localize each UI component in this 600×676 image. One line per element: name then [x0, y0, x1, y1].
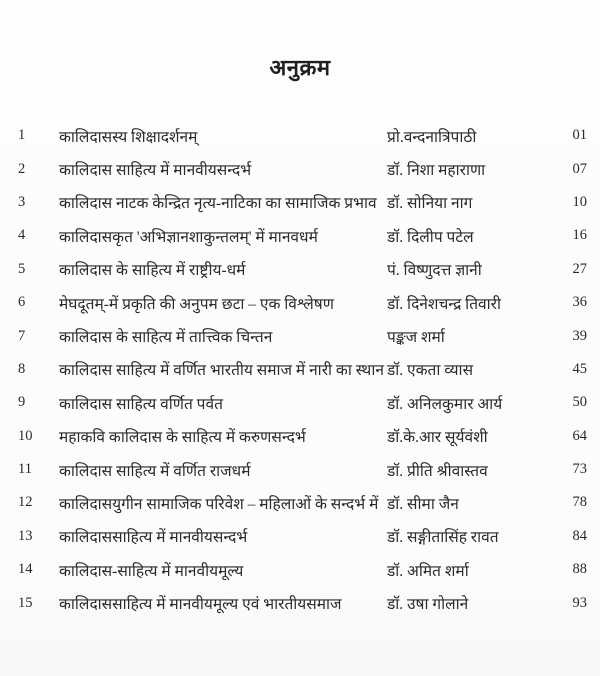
- entry-number: 13: [18, 527, 33, 544]
- toc-entry: [15, 253, 587, 286]
- entry-page-number: 84: [572, 527, 587, 544]
- entry-page-number: 88: [572, 561, 587, 578]
- entry-author: पं. विष्णुदत्त ज्ञानी: [387, 262, 482, 280]
- entry-number: 4: [18, 227, 26, 244]
- entry-page-number: 39: [572, 327, 587, 344]
- entry-number: 3: [18, 193, 26, 210]
- toc-entry: [15, 586, 587, 619]
- toc-entry: [15, 119, 587, 152]
- entry-author: डॉ. अमित शर्मा: [387, 562, 469, 580]
- entry-number: 2: [18, 160, 26, 177]
- entry-title: कालिदास साहित्य में मानवीयसन्दर्भ: [59, 162, 252, 180]
- entry-number: 8: [18, 360, 26, 377]
- toc-entry: [15, 386, 587, 419]
- entry-title: कालिदासस्य शिक्षादर्शनम्: [59, 128, 198, 146]
- entry-title: कालिदासकृत 'अभिज्ञानशाकुन्तलम्' में मानवधर्म: [59, 228, 318, 246]
- toc-entry: [15, 353, 587, 386]
- entry-author: डॉ. सीमा जैन: [387, 495, 459, 513]
- entry-author: डॉ. दिलीप पटेल: [387, 228, 474, 246]
- entry-author: प्रो.वन्दनात्रिपाठी: [387, 128, 477, 146]
- toc-entry: [15, 486, 587, 519]
- entry-title: कालिदास के साहित्य में तात्त्विक चिन्तन: [59, 329, 273, 347]
- entry-page-number: 10: [572, 193, 587, 210]
- entry-page-number: 36: [572, 294, 587, 311]
- entry-title: कालिदाससाहित्य में मानवीयसन्दर्भ: [59, 529, 248, 547]
- entry-number: 10: [18, 427, 33, 444]
- toc-entry: [15, 453, 587, 486]
- entry-title: कालिदास के साहित्य में राष्ट्रीय-धर्म: [59, 262, 246, 280]
- entry-page-number: 73: [572, 461, 587, 478]
- entry-number: 1: [18, 127, 26, 144]
- entry-title: महाकवि कालिदास के साहित्य में करुणसन्दर्भ: [59, 429, 306, 447]
- entry-title: कालिदाससाहित्य में मानवीयमूल्य एवं भारतीयसमाज: [59, 596, 342, 614]
- entry-author: डॉ. सङ्गीतासिंह रावत: [387, 529, 499, 547]
- entry-page-number: 93: [572, 594, 587, 611]
- entry-author: डॉ. दिनेशचन्द्र तिवारी: [387, 295, 502, 313]
- entry-page-number: 45: [572, 360, 587, 377]
- entry-author: डॉ. एकता व्यास: [387, 362, 474, 380]
- entry-page-number: 01: [572, 127, 587, 144]
- entry-number: 7: [18, 327, 26, 344]
- entry-title: कालिदास-साहित्य में मानवीयमूल्य: [59, 562, 244, 580]
- toc-entry: [15, 186, 587, 219]
- toc-entry: [15, 319, 587, 352]
- entry-page-number: 16: [572, 227, 587, 244]
- entry-number: 14: [18, 561, 33, 578]
- toc-list: [15, 119, 587, 620]
- toc-entry: [15, 420, 587, 453]
- entry-author: डॉ. उषा गोलाने: [387, 596, 469, 614]
- page-title: अनुक्रम: [269, 55, 331, 80]
- entry-title: मेघदूतम्-में प्रकृति की अनुपम छटा – एक विश्लेषण: [59, 295, 334, 313]
- entry-page-number: 78: [572, 494, 587, 511]
- entry-author: डॉ. प्रीति श्रीवास्तव: [387, 462, 488, 480]
- entry-title: कालिदासयुगीन सामाजिक परिवेश – महिलाओं के सन्दर्भ में: [59, 495, 379, 513]
- entry-title: कालिदास साहित्य में वर्णित भारतीय समाज में नारी का स्थान: [59, 362, 384, 380]
- entry-number: 5: [18, 260, 26, 277]
- toc-entry: [15, 152, 587, 185]
- entry-page-number: 07: [572, 160, 587, 177]
- entry-title: कालिदास साहित्य में वर्णित राजधर्म: [59, 462, 251, 480]
- entry-title: कालिदास साहित्य वर्णित पर्वत: [59, 395, 223, 413]
- entry-page-number: 50: [572, 394, 587, 411]
- toc-entry: [15, 286, 587, 319]
- entry-author: डॉ. निशा महाराणा: [387, 162, 486, 180]
- entry-author: डॉ. अनिलकुमार आर्य: [387, 395, 503, 413]
- toc-entry: [15, 219, 587, 252]
- entry-page-number: 64: [572, 427, 587, 444]
- entry-number: 12: [18, 494, 33, 511]
- entry-number: 15: [18, 594, 33, 611]
- entry-author: पङ्कज शर्मा: [387, 329, 445, 347]
- entry-author: डॉ. सोनिया नाग: [387, 195, 473, 213]
- toc-entry: [15, 520, 587, 553]
- entry-number: 9: [18, 394, 26, 411]
- toc-entry: [15, 553, 587, 586]
- entry-number: 6: [18, 294, 26, 311]
- entry-title: कालिदास नाटक केन्द्रित नृत्य-नाटिका का सामाजिक प्रभाव: [59, 195, 377, 213]
- entry-page-number: 27: [572, 260, 587, 277]
- entry-author: डॉ.के.आर सूर्यवंशी: [387, 429, 488, 447]
- entry-number: 11: [18, 461, 32, 478]
